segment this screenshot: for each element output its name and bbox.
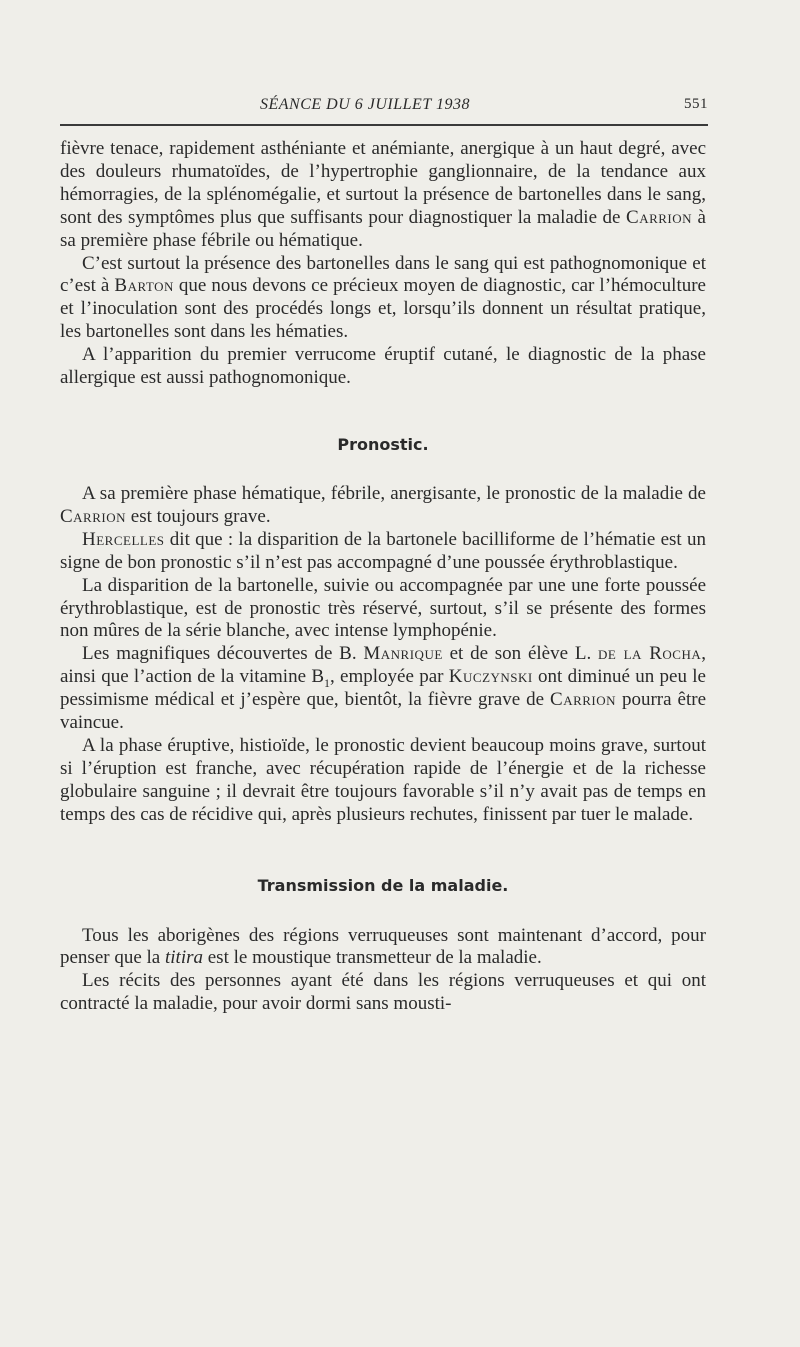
author-name: Manrique <box>363 643 443 665</box>
author-name: Barton <box>114 275 174 297</box>
paragraph: fièvre tenace, rapidement asthéniante et anémiante, anergique à un haut degré, avec des douleurs rhumatoïdes, de l’hypertrophie ganglionnaire, de la tendance aux hémorragies, de la splénomégalie, et surtout la présence de bartonelles dans le sang, sont des symptômes plus que suffisants pour diagnostiquer la maladie de Carrion à sa première phase fébrile ou hématique. <box>60 138 706 251</box>
author-name: Kuczynski <box>448 666 533 688</box>
paragraph: Les récits des personnes ayant été dans les régions verruqueuses et qui ont contracté la maladie, pour avoir dormi sans mousti- <box>60 970 706 1015</box>
author-name: de la Rocha <box>598 643 702 665</box>
body-text <box>60 138 706 1016</box>
page-header <box>60 96 708 120</box>
paragraph: Les magnifiques découvertes de B. Manrique et de son élève L. de la Rocha, ainsi que l’action de la vitamine $B_1$, employée par Kuczynski ont diminué un peu le pessimisme médical et j’espère que, bientôt, la fièvre grave de Carrion pourra être vaincue. <box>60 643 706 734</box>
paragraph: C’est surtout la présence des bartonelles dans le sang qui est pathognomonique et c’est à Barton que nous devons ce précieux moyen de diagnostic, car l’hémoculture et l’inoculation sont des procédés longs et, lorsqu’ils donnent un résultat pratique, les bartonelles sont dans les hématies. <box>60 252 706 343</box>
author-name: Hercelles <box>82 528 165 550</box>
subscript: 1 <box>324 676 330 691</box>
paragraph: Tous les aborigènes des régions verruqueuses sont maintenant d’accord, pour penser que la titira est le moustique transmetteur de la maladie. <box>60 924 706 969</box>
paragraph: La disparition de la bartonelle, suivie ou accompagnée par une une forte poussée érythroblastique, est de pronostic très réservé, surtout, s’il se présente des formes non mûres de la série blanche, avec intense lymphopénie. <box>60 574 706 642</box>
section-heading-transmission: Transmission de la maladie. <box>257 875 509 895</box>
author-name: Carrion <box>550 689 617 711</box>
header-rule <box>60 124 708 126</box>
author-name: Carrion <box>60 505 127 527</box>
paragraph: A l’apparition du premier verrucome éruptif cutané, le diagnostic de la phase allergique est aussi pathognomonique. <box>60 344 706 389</box>
author-name: Carrion <box>626 206 693 228</box>
paragraph: A la phase éruptive, histioïde, le pronostic devient beaucoup moins grave, surtout si l’éruption est franche, avec récupération rapide de l’énergie et de la richesse globulaire sanguine ; il devrait être toujours favorable s’il n’y avait pas de temps en temps des cas de récidive qui, après plusieurs rechutes, finissent par tuer le malade. <box>60 734 706 825</box>
italic-term: titira <box>164 947 203 969</box>
paragraph: A sa première phase hématique, fébrile, anergisante, le pronostic de la maladie de Carrion est toujours grave. <box>60 482 706 527</box>
section-heading-pronostic: Pronostic. <box>337 434 429 454</box>
paragraph: Hercelles dit que : la disparition de la bartonele bacilliforme de l’hématie est un signe de bon pronostic s’il n’est pas accompagné d’une poussée érythroblastique. <box>60 528 706 573</box>
page-number: 551 <box>684 96 708 112</box>
running-head: SÉANCE DU 6 JUILLET 1938 <box>260 96 470 113</box>
